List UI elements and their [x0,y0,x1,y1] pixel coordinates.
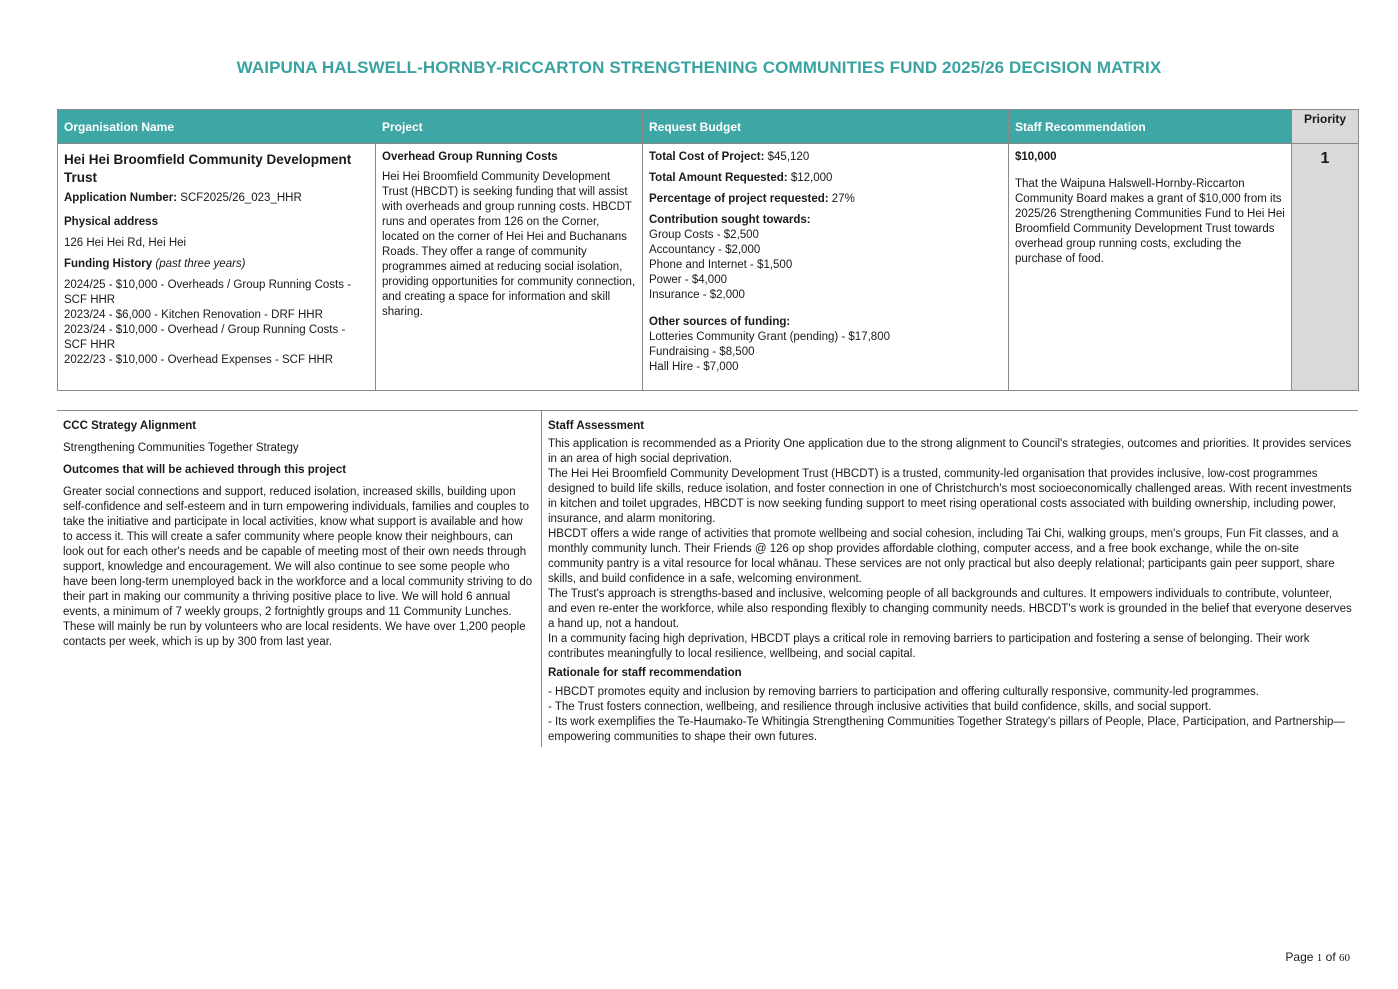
recommendation-amount: $10,000 [1015,151,1057,163]
other-sources-label: Other sources of funding: [649,316,791,328]
funding-history-item: 2023/24 - $10,000 - Overhead / Group Running Costs - SCF HHR [64,324,346,351]
funding-history-label: Funding History [64,258,153,270]
rationale-heading: Rationale for staff recommendation [548,667,742,679]
other-source-item: Lotteries Community Grant (pending) - $17,800 [649,331,890,343]
organisation-name: Hei Hei Broomfield Community Development Trust [64,152,352,185]
funding-history-item: 2023/24 - $6,000 - Kitchen Renovation - DRF HHR [64,309,323,321]
table-header-row [58,110,1359,144]
recommendation-cell [1009,144,1292,391]
address-label: Physical address [64,216,158,228]
project-name: Overhead Group Running Costs [382,151,558,163]
outcomes-text: Greater social connections and support, reduced isolation, increased skills, building upon self-confidence and self-esteem and in turn empowering individuals, families and couples to take the initiative and participate in local activities, know what support is available and how to access it. This will create a safer community where people know their neighbours, can look out for each other's needs and be capable of meeting most of their own needs through support, knowledge and encouragement. We will also continue to see some people who have been long-term unemployed back in the workforce and a local community striving to do their part in making our community a thriving positive place to live. We will hold 6 annual events, a minimum of 7 weekly groups, 2 fortnightly groups and 11 Community Lunches. These will mainly be run by volunteers who are local residents. We have over 1,200 people contacts per week, which is up by 300 from last year. [63,486,533,648]
contribution-item: Phone and Internet - $1,500 [649,259,793,271]
total-cost-label: Total Cost of Project: [649,151,765,163]
budget-cell [643,144,1009,391]
application-number-label: Application Number: [64,192,178,204]
contribution-label: Contribution sought towards: [649,214,811,226]
funding-history-item: 2022/23 - $10,000 - Overhead Expenses - SCF HHR [64,354,334,366]
table-row [58,144,1359,391]
assessment-paragraph: The Hei Hei Broomfield Community Development Trust (HBCDT) is a trusted, community-led organisation that provides inclusive, low-cost programmes designed to build life skills, reduce isolation, and foster connection in one of Christchurch's most socioeconomically challenged areas. With recent investments in kitchen and toilet upgrades, HBCDT is now seeking funding support to meet rising operational costs associated with building ownership, including power, insurance, and alarm monitoring. [548,468,1352,525]
funding-history-note: (past three years) [155,258,246,270]
decision-matrix-table [57,109,1359,391]
staff-assessment-panel [542,411,1358,747]
percentage-value: 27% [831,193,855,205]
assessment-paragraph: The Trust's approach is strengths-based and inclusive, welcoming people of all backgrounds and cultures. It empowers individuals to contribute, volunteer, and even re-enter the workforce, while also responding flexibly to changing community needs. HBCDT's work is grounded in the belief that everyone deserves a hand up, not a handout. [548,588,1352,630]
recommendation-text: That the Waipuna Halswell-Hornby-Riccarton Community Board makes a grant of $10,000 from its 2025/26 Strengthening Communities Fund to Hei Hei Broomfield Community Development Trust towards overhead group running costs, excluding the purchase of food. [1015,178,1285,265]
contribution-item: Group Costs - $2,500 [649,229,759,241]
contribution-item: Insurance - $2,000 [649,289,745,301]
budget-header: Request Budget [643,110,1009,144]
assessment-paragraph: This application is recommended as a Priority One application due to the strong alignment to Council's strategies, outcomes and priorities. It provides services in an area of high social deprivation. [548,438,1352,465]
page-number: 1 [1316,952,1323,964]
priority-header: Priority [1292,110,1359,144]
project-description: Hei Hei Broomfield Community Development Trust (HBCDT) is seeking funding that will assist with overheads and group running costs. HBCDT runs and operates from 126 on the Corner, located on the corner of Hei Hei and Buchanans Roads. They offer a range of community programmes aimed at reducing social isolation, providing opportunities for community connection, and creating a space for information and skill sharing. [382,171,636,318]
application-number: SCF2025/26_023_HHR [180,192,302,204]
contribution-item: Power - $4,000 [649,274,727,286]
other-source-item: Hall Hire - $7,000 [649,361,739,373]
organisation-cell [58,144,376,391]
total-pages: 60 [1339,952,1350,964]
assessment-paragraph: HBCDT offers a wide range of activities that promote wellbeing and social cohesion, including Tai Chi, walking groups, men's groups, Fun Fit classes, and a monthly community lunch. Their Friends @ 126 op shop provides affordable clothing, computer access, and a free book exchange, while the on-site community pantry is a vital resource for local whānau. These services are not only practical but also deeply relational; participants gain peer support, share skills, and build confidence in a safe, welcoming environment. [548,528,1339,585]
strategy-panel [57,411,542,747]
page-footer [1285,950,1350,964]
address-value: 126 Hei Hei Rd, Hei Hei [64,237,187,249]
recommendation-header: Staff Recommendation [1009,110,1292,144]
rationale-item: - Its work exemplifies the Te-Haumako-Te Whitingia Strengthening Communities Together Strategy's pillars of People, Place, Participation, and Partnership—empowering communities to shape their own futures. [548,716,1345,743]
other-source-item: Fundraising - $8,500 [649,346,755,358]
project-header: Project [376,110,643,144]
outcomes-heading: Outcomes that will be achieved through this project [63,464,347,476]
amount-requested-label: Total Amount Requested: [649,172,788,184]
project-cell [376,144,643,391]
rationale-item: - The Trust fosters connection, wellbeing, and resilience through inclusive activities that build confidence, skills, and social support. [548,701,1212,713]
assessment-paragraph: In a community facing high deprivation, HBCDT plays a critical role in removing barriers to participation and fostering a sense of belonging. Their work contributes meaningfully to local resilience, wellbeing, and social capital. [548,633,1310,660]
organisation-header: Organisation Name [58,110,376,144]
priority-value: 1 [1320,150,1330,167]
strategy-heading: CCC Strategy Alignment [63,420,197,432]
rationale-item: - HBCDT promotes equity and inclusion by removing barriers to participation and offering culturally responsive, community-led programmes. [548,686,1259,698]
priority-cell [1292,144,1359,391]
strategy-text: Strengthening Communities Together Strategy [63,442,299,454]
of-label: of [1325,950,1336,964]
amount-requested-value: $12,000 [790,172,833,184]
assessment-section [57,410,1358,747]
total-cost-value: $45,120 [767,151,810,163]
contribution-item: Accountancy - $2,000 [649,244,761,256]
page-label: Page [1285,950,1314,964]
percentage-label: Percentage of project requested: [649,193,829,205]
assessment-heading: Staff Assessment [548,420,645,432]
document-title: WAIPUNA HALSWELL-HORNBY-RICCARTON STRENGTHENING COMMUNITIES FUND 2025/26 DECISION MATRIX [236,58,1162,77]
funding-history-item: 2024/25 - $10,000 - Overheads / Group Running Costs - SCF HHR [64,279,352,306]
